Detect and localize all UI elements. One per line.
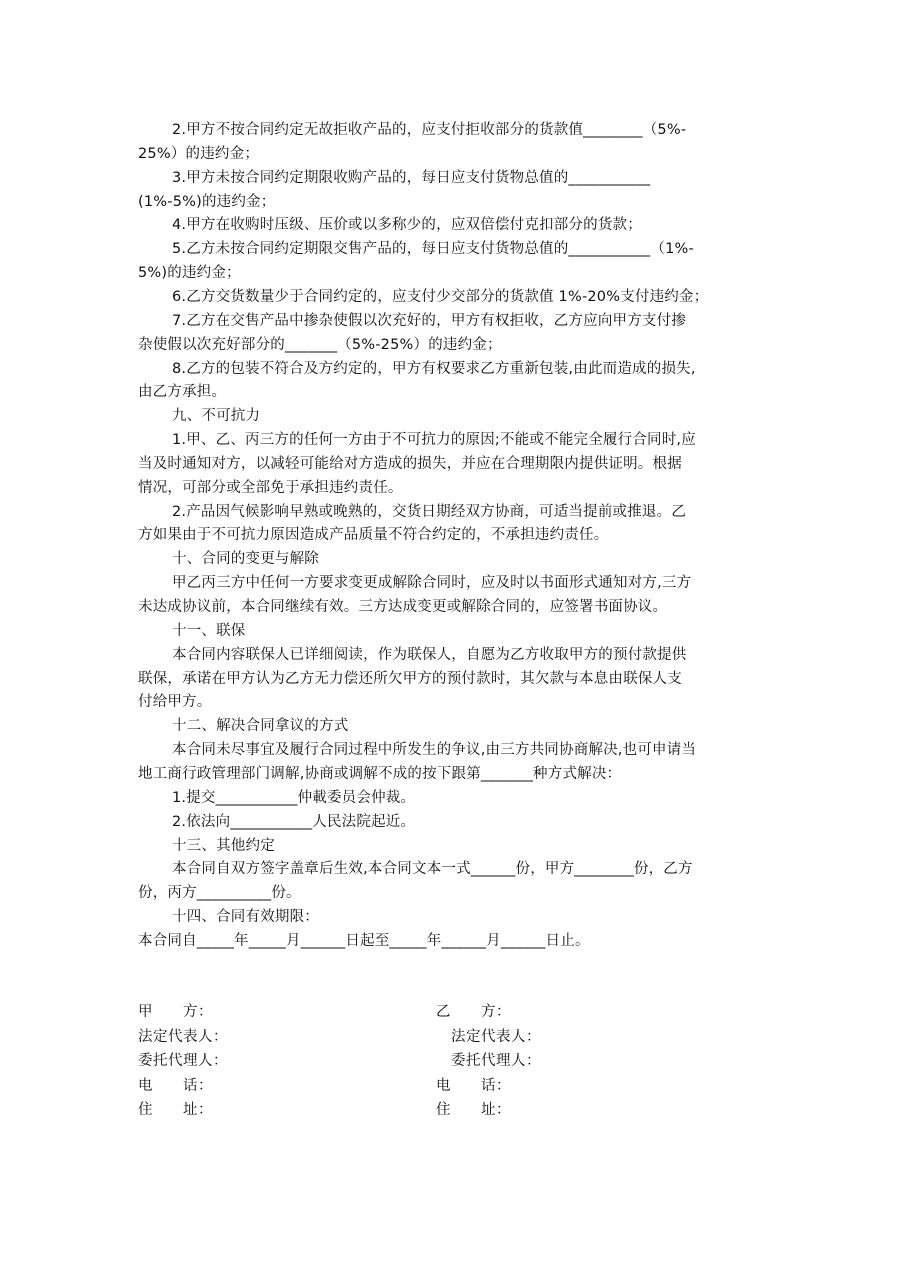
contract-line: 十、合同的变更与解除	[172, 551, 319, 568]
contract-line: 未达成协议前，本合同继续有效。三方达成变更或解除合同的，应签署书面协议。	[138, 599, 668, 615]
contract-line: 4.甲方在收购时压级、压价或以多称少的，应双倍偿付克扣部分的货款；	[172, 217, 642, 234]
contract-line: 2.甲方不按合同约定无故拒收产品的，应支付拒收部分的货款值________（5%-	[172, 122, 687, 138]
signature-label-right: 住 址：	[436, 1102, 511, 1118]
signature-label-left: 委托代理人：	[138, 1053, 228, 1069]
contract-line: 本合同未尽事宜及履行合同过程中所发生的争议,由三方共同协商解决,也可申请当	[172, 742, 697, 759]
contract-line: 付给甲方。	[138, 694, 212, 711]
contract-line: 杂使假以次充好部分的_______（5%-25%）的违约金；	[138, 336, 502, 353]
contract-line: 3.甲方未按合同约定期限收购产品的，每日应支付货物总值的___________	[172, 169, 651, 186]
contract-line: 十一、联保	[172, 622, 246, 639]
contract-line: 当及时通知对方，以减轻可能给对方造成的损失，并应在合理期限内提供证明。根据	[138, 455, 682, 472]
contract-line: 情况，可部分或全部免于承担违约责任。	[138, 479, 403, 496]
contract-line: 8.乙方的包装不符合及方约定的，甲方有权要求乙方重新包装,由此而造成的损失,	[172, 360, 696, 377]
contract-line: 2.依法向___________人民法院起近。	[172, 813, 416, 830]
contract-line: 本合同内容联保人已详细阅读，作为联保人，自愿为乙方收取甲方的预付款提供	[172, 646, 687, 663]
signature-label-right: 电 话：	[436, 1077, 511, 1094]
contract-line: 十二、解决合同拿议的方式	[172, 718, 349, 735]
contract-line: 十三、其他约定	[172, 837, 275, 854]
contract-line: 2.产品因气候影响早熟或晚熟的，交货日期经双方协商，可适当提前或推退。乙	[172, 503, 687, 520]
contract-line: 十四、合同有效期限：	[172, 909, 319, 926]
signature-label-right: 法定代表人：	[436, 1028, 541, 1045]
contract-line: 25%）的违约金；	[138, 145, 260, 162]
contract-line: 1.提交___________仲載委员会仲裁。	[172, 789, 416, 806]
contract-line: 5.乙方未按合同约定期限交售产品的，每日应支付货物总值的___________（1%-	[172, 241, 694, 258]
contract-line: 1.甲、乙、丙三方的任何一方由于不可抗力的原因;不能或不能完全履行合同时,应	[172, 432, 696, 449]
contract-line: 方如果由于不可抗力原因造成产品质量不符合约定的，不承担违约责任。	[138, 527, 609, 544]
signature-label-left: 法定代表人：	[138, 1028, 228, 1045]
signature-label-right: 乙 方：	[436, 1004, 511, 1020]
contract-line: (1%-5%)的违约金；	[138, 193, 276, 210]
signature-label-left: 电 话：	[138, 1077, 213, 1094]
contract-line: 九、不可抗力	[172, 408, 261, 425]
contract-line: 本合同自双方签字盖章后生效,本合同文本一式______份，甲方________份，乙方	[172, 861, 693, 878]
contract-line: 联保，承诺在甲方认为乙方无力偿还所欠甲方的预付款时，其欠款与本息由联保人支	[138, 670, 682, 687]
contract-line: 6.乙方交货数量少于合同约定的，应支付少交部分的货款值 1%-20%支付违约金；	[172, 288, 709, 305]
contract-line: 份，丙方__________份。	[138, 885, 301, 902]
contract-line: 由乙方承担。	[138, 384, 227, 401]
contract-line: 甲乙丙三方中任何一方要求变更成解除合同时，应及时以书面形式通知对方,三方	[172, 575, 692, 592]
contract-line: 5%)的违约金；	[138, 265, 241, 282]
signature-label-left: 甲 方：	[138, 1004, 213, 1020]
contract-line: 本合同自_____年_____月______日起至_____年______月______日止。	[138, 932, 590, 949]
contract-line: 7.乙方在交售产品中掺杂使假以次充好的，甲方有权拒收，乙方应向甲方支付掺	[172, 312, 687, 329]
contract-line: 地工商行政管理部门调解,协商或调解不成的按下跟第_______种方式解决：	[138, 765, 622, 782]
signature-label-right: 委托代理人：	[436, 1053, 541, 1069]
signature-label-left: 住 址：	[138, 1102, 213, 1118]
